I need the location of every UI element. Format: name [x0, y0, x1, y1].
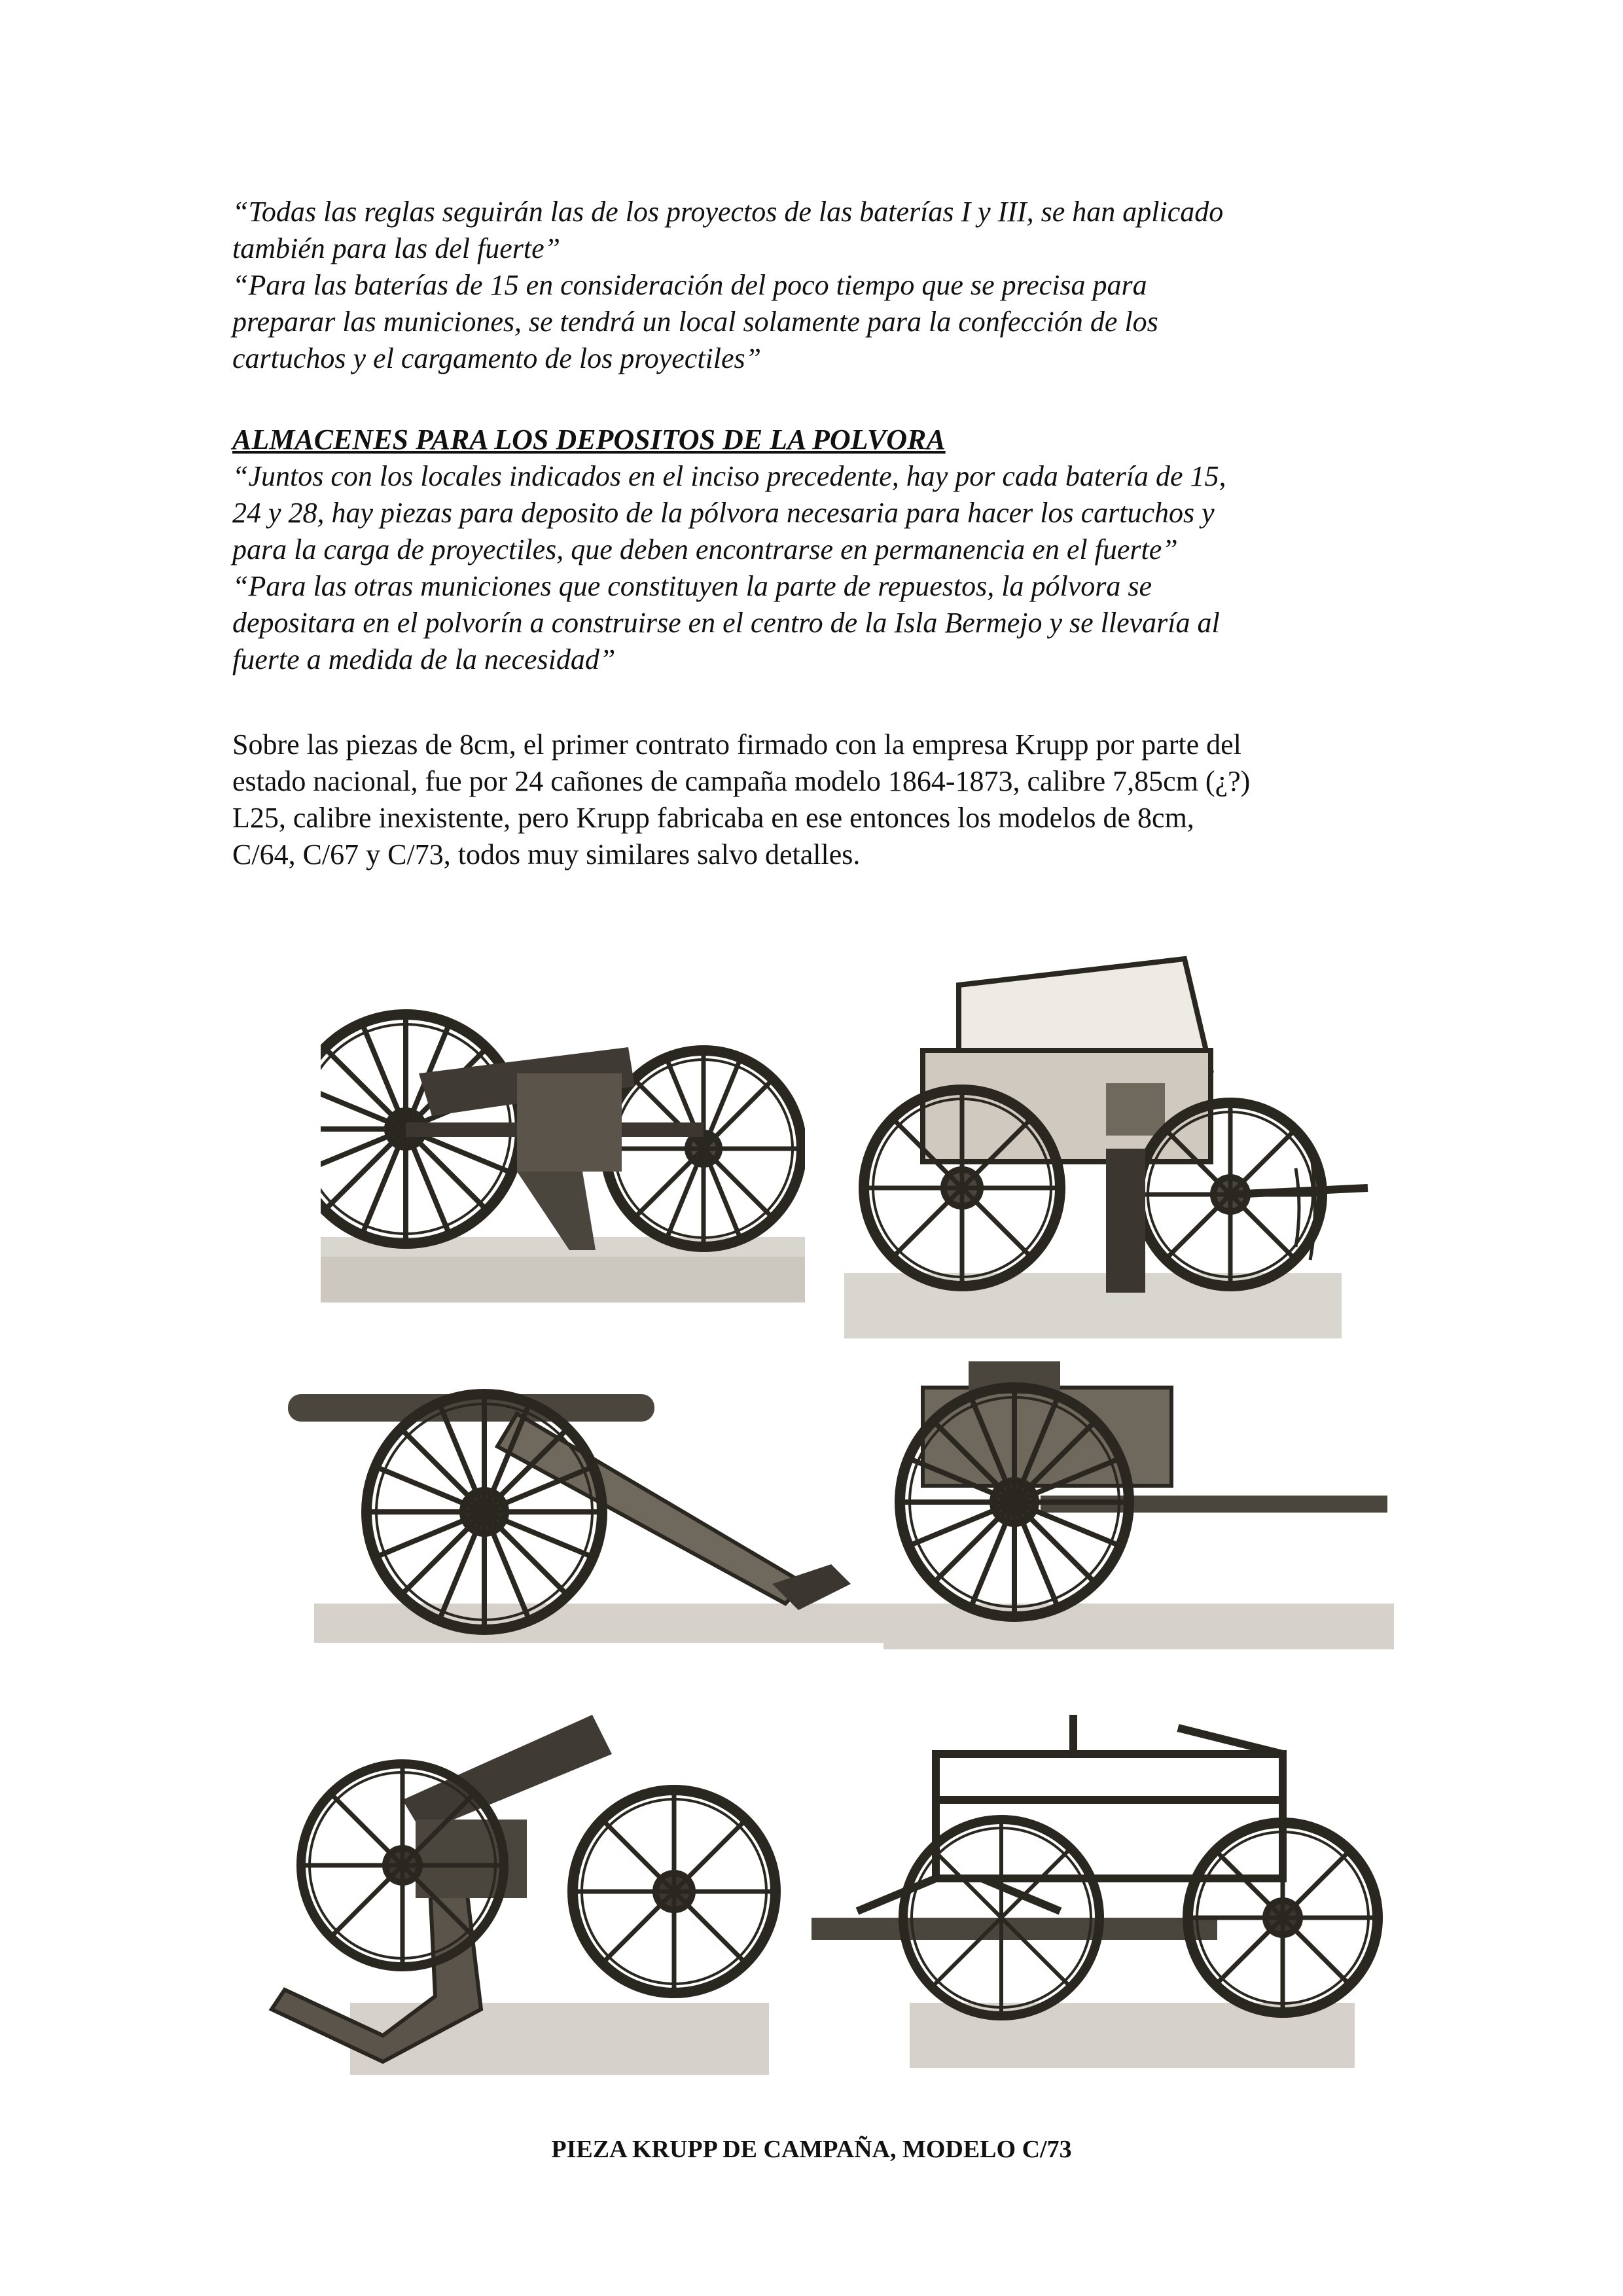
paragraph-line: L25, calibre inexistente, pero Krupp fabricaba en ese entonces los modelos de 8cm,	[232, 802, 1194, 834]
quote-line: también para las del fuerte”	[232, 232, 561, 264]
quote-block-section	[232, 458, 1410, 678]
quote-line: “Para las baterías de 15 en consideración del poco tiempo que se precisa para	[232, 269, 1147, 301]
quote-line: “Para las otras municiones que constituyen la parte de repuestos, la pólvora se	[232, 570, 1152, 602]
quote-line: para la carga de proyectiles, que deben encontrarse en permanencia en el fuerte”	[232, 533, 1178, 565]
paragraph-line: Sobre las piezas de 8cm, el primer contrato firmado con la empresa Krupp por parte del	[232, 728, 1241, 761]
quote-line: depositara en el polvorín a construirse en el centro de la Isla Bermejo y se llevaría al	[232, 607, 1220, 639]
quote-line: “Todas las reglas seguirán las de los proyectos de las baterías I y III, se han aplicado	[232, 196, 1224, 228]
quote-line: fuerte a medida de la necesidad”	[232, 643, 616, 675]
paragraph-line: C/64, C/67 y C/73, todos muy similares salvo detalles.	[232, 838, 861, 870]
figure-caption: PIEZA KRUPP DE CAMPAÑA, MODELO C/73	[551, 2136, 1072, 2163]
quote-block-top	[232, 194, 1410, 377]
paragraph-line: estado nacional, fue por 24 cañones de campaña modelo 1864-1873, calibre 7,85cm (¿?)	[232, 765, 1251, 797]
photo-limber-frame-view	[812, 1702, 1400, 2068]
quote-line: preparar las municiones, se tendrá un local solamente para la confección de los	[232, 306, 1158, 338]
section-heading: ALMACENES PARA LOS DEPOSITOS DE LA POLVORA	[232, 423, 946, 456]
photo-gun-side-view	[288, 1368, 903, 1649]
body-paragraph	[232, 726, 1410, 873]
photo-limber-side-view	[883, 1355, 1400, 1656]
quote-line: “Juntos con los locales indicados en el inciso precedente, hay por cada batería de 15,	[232, 460, 1226, 492]
quote-line: cartuchos y el cargamento de los proyectiles”	[232, 342, 762, 374]
photo-limber-rear-view	[844, 933, 1387, 1338]
photo-gun-rear-view	[265, 1695, 782, 2075]
photo-gun-front-view	[321, 975, 805, 1302]
quote-line: 24 y 28, hay piezas para deposito de la pólvora necesaria para hacer los cartuchos y	[232, 497, 1215, 529]
